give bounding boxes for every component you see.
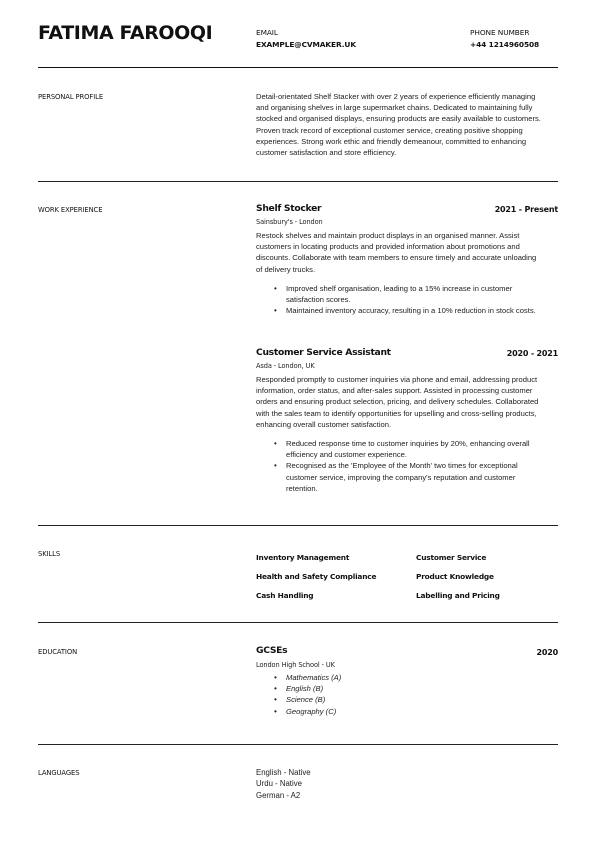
job-title: Shelf Stocker	[256, 203, 322, 214]
education-section-label: EDUCATION	[38, 648, 78, 656]
achievement-line: retention.	[286, 483, 318, 493]
job-description-line: Restock shelves and maintain product displays in an organised manner. Assist	[256, 231, 520, 240]
language-item: German - A2	[256, 790, 301, 800]
achievement-item	[256, 460, 558, 494]
achievement-line: • Reduced response time to customer inquiries by 20%, enhancing overall	[286, 439, 530, 449]
profile-line: Proven track record of exceptional customer service, creating positive shopping	[256, 125, 523, 135]
skill-item: Customer Service	[416, 553, 487, 562]
job-company: Sainsbury's - London	[256, 218, 323, 226]
achievement-item	[256, 283, 558, 305]
phone-value: +44 1214960508	[470, 40, 540, 49]
job-description	[256, 230, 558, 275]
profile-line: and organising shelves in large supermarket chains. Dedicated to maintaining fully	[256, 103, 533, 113]
profile-section-label: PERSONAL PROFILE	[38, 93, 104, 101]
skill-item: Labelling and Pricing	[416, 591, 500, 600]
job-entry	[256, 203, 558, 316]
achievement-line: satisfaction scores.	[286, 295, 351, 305]
achievement-line: • Improved shelf organisation, leading to a 15% increase in customer	[286, 283, 513, 293]
email-block	[256, 27, 356, 51]
languages-list	[256, 767, 558, 801]
qualification-title: GCSEs	[256, 645, 288, 656]
job-achievements	[256, 438, 558, 494]
achievement-item	[256, 438, 558, 460]
languages-section-label: LANGUAGES	[38, 769, 80, 777]
profile-line: Detail-orientated Shelf Stacker with over 2 years of experience efficiently managing	[256, 92, 536, 101]
job-description	[256, 374, 558, 430]
job-company: Asda - London, UK	[256, 362, 315, 370]
experience-section-label: WORK EXPERIENCE	[38, 206, 103, 214]
email-value: EXAMPLE@CVMAKER.UK	[256, 40, 356, 49]
subject-list	[256, 672, 558, 717]
job-description-line: enhancing overall customer satisfaction.	[256, 419, 392, 429]
skill-item: Cash Handling	[256, 591, 314, 600]
email-label: EMAIL	[256, 28, 278, 37]
job-description-line: of delivery trucks.	[256, 264, 316, 274]
job-description-line: orders and ensuring product selection, pricing, and delivery schedules. Collaborated	[256, 397, 539, 407]
subject-item: • Science (B)	[256, 694, 558, 705]
job-description-line: discounts. Collaborate with team members to ensure timely and accurate unloading	[256, 253, 537, 263]
section-divider	[38, 744, 558, 745]
language-item: English - Native	[256, 768, 311, 777]
achievement-line: • Maintained inventory accuracy, resulting in a 10% reduction in stock costs.	[286, 306, 536, 316]
achievement-line: efficiency and customer experience.	[286, 450, 408, 460]
education-year: 2020	[536, 648, 558, 657]
profile-text	[256, 91, 558, 158]
job-description-line: with the sales team to identify opportunities for upselling and cross-selling products,	[256, 408, 537, 418]
subject-item: • Mathematics (A)	[256, 672, 558, 683]
section-divider	[38, 181, 558, 182]
profile-line: stocked and organised displays, ensuring products are easily available to customers.	[256, 114, 541, 124]
skill-item: Product Knowledge	[416, 572, 494, 581]
job-description-line: Responded promptly to customer inquiries via phone and email, addressing product	[256, 375, 538, 384]
skill-item: Inventory Management	[256, 553, 350, 562]
job-achievements	[256, 283, 558, 317]
subject-item: • Geography (C)	[256, 706, 558, 717]
section-divider	[38, 525, 558, 526]
job-dates: 2021 - Present	[494, 205, 558, 214]
language-item: Urdu - Native	[256, 779, 302, 789]
job-description-line: information, order status, and after-sales support. Assisted in processing customer	[256, 386, 533, 396]
phone-label: PHONE NUMBER	[470, 28, 530, 37]
education-entry	[256, 645, 558, 717]
skills-section-label: SKILLS	[38, 550, 61, 558]
achievement-item	[256, 305, 558, 316]
profile-line: customer satisfaction and store efficiency.	[256, 148, 397, 158]
header-divider	[38, 67, 558, 68]
job-entry	[256, 347, 558, 494]
job-description-line: customers in locating products and provided information about promotions and	[256, 242, 520, 252]
skill-item: Health and Safety Compliance	[256, 572, 377, 581]
candidate-name: FATIMA FAROOQI	[38, 22, 213, 44]
profile-line: experiences. Strong work ethic and friendly demeanour, committed to enhancing	[256, 136, 527, 146]
achievement-line: • Recognised as the 'Employee of the Month' two times for exceptional	[286, 461, 518, 471]
job-title: Customer Service Assistant	[256, 347, 391, 358]
school-name: London High School - UK	[256, 661, 335, 669]
section-divider	[38, 622, 558, 623]
resume-header	[38, 20, 558, 68]
achievement-line: customer service, improving the company's reputation and customer	[286, 472, 516, 482]
job-dates: 2020 - 2021	[506, 349, 558, 358]
phone-block	[470, 27, 539, 51]
subject-item: • English (B)	[256, 683, 558, 694]
